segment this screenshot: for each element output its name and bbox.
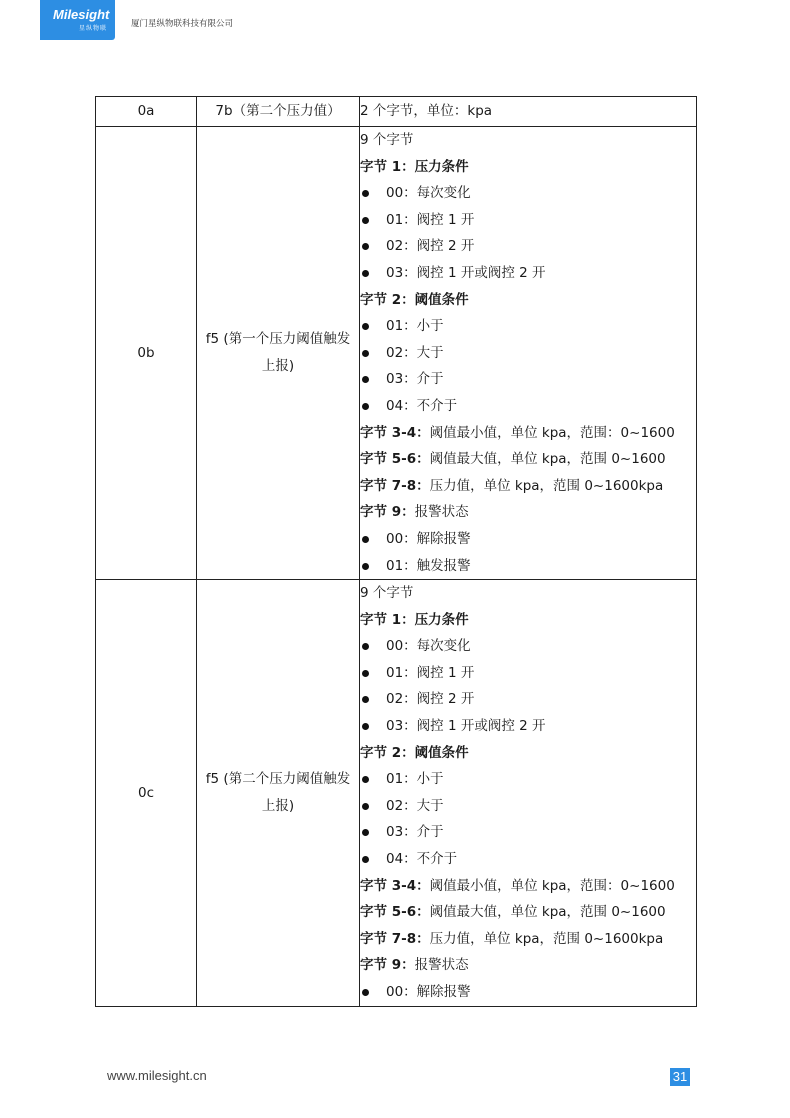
- bullet-icon: [362, 217, 369, 224]
- field-text: 阈值最大值，单位 kpa，范围 0~1600: [429, 451, 666, 468]
- list-item: [360, 366, 696, 393]
- type-cell: 7b（第二个压力值）: [197, 97, 360, 127]
- list-item-text: 03：阀控 1 开或阀控 2 开: [386, 264, 546, 281]
- bullet-icon: [362, 643, 369, 650]
- list-item-text: 02：大于: [386, 344, 444, 361]
- field-line: [360, 926, 696, 953]
- table-row: [96, 97, 697, 127]
- list-item-text: 00：解除报警: [386, 984, 471, 1000]
- list-item: [360, 393, 696, 420]
- list-item: [360, 180, 696, 207]
- description-cell: [360, 580, 697, 1007]
- list-item-text: 03：阀控 1 开或阀控 2 开: [386, 718, 546, 735]
- list-item-text: 04：不介于: [386, 851, 458, 868]
- section-heading: 字节 2：阈值条件: [360, 291, 469, 308]
- list-item-text: 00：解除报警: [386, 530, 471, 547]
- bullet-icon: [362, 323, 369, 330]
- footer-website: www.milesight.cn: [107, 1068, 207, 1083]
- bullet-icon: [362, 723, 369, 730]
- bullet-icon: [362, 270, 369, 277]
- type-cell: [197, 580, 360, 1007]
- section-heading: 字节 1：压力条件: [360, 158, 469, 175]
- field-label: 字节 5-6：: [360, 904, 430, 921]
- page-number: 31: [670, 1068, 690, 1086]
- section-heading: 字节 2：阈值条件: [360, 744, 469, 761]
- list-item: [360, 207, 696, 234]
- channel-cell: 0c: [96, 580, 197, 1007]
- field-label: 字节 7-8：: [360, 930, 430, 947]
- type-line: f5 (第一个压力阈值触发: [205, 331, 351, 348]
- field-text: 报警状态: [414, 957, 469, 974]
- bullet-icon: [362, 376, 369, 383]
- type-line: 上报): [261, 797, 295, 814]
- text-line: 9 个字节: [360, 132, 414, 148]
- list-item: [360, 553, 696, 580]
- list-item-text: 02：大于: [386, 797, 444, 814]
- list-item: [360, 340, 696, 367]
- type-line: 上报): [261, 358, 295, 375]
- milesight-logo: [40, 0, 115, 40]
- list-item-text: 01：小于: [386, 318, 444, 335]
- list-item: [360, 766, 696, 793]
- field-line: [360, 952, 696, 979]
- bullet-icon: [362, 856, 369, 863]
- bullet-icon: [362, 829, 369, 836]
- field-label: 字节 7-8：: [360, 477, 430, 494]
- company-name: 厦门星纵物联科技有限公司: [131, 19, 234, 29]
- list-item-text: 03：介于: [386, 371, 444, 388]
- field-label: 字节 9：: [360, 504, 415, 521]
- field-line: [360, 446, 696, 473]
- list-item: [360, 846, 696, 873]
- field-text: 压力值，单位 kpa，范围 0~1600kpa: [429, 930, 664, 947]
- table-row: [96, 127, 697, 580]
- bullet-icon: [362, 670, 369, 677]
- field-text: 报警状态: [414, 504, 469, 521]
- list-item-text: 01：小于: [386, 771, 444, 788]
- field-text: 阈值最大值，单位 kpa，范围 0~1600: [429, 904, 666, 921]
- logo-text: Milesight: [53, 7, 110, 22]
- bullet-icon: [362, 803, 369, 810]
- field-label: 字节 9：: [360, 957, 415, 974]
- field-line: [360, 499, 696, 526]
- list-item: [360, 526, 696, 553]
- section-heading: 字节 1：压力条件: [360, 611, 469, 628]
- type-line: f5 (第二个压力阈值触发: [205, 771, 351, 788]
- bullet-icon: [362, 776, 369, 783]
- description-cell: [360, 127, 697, 580]
- field-line: [360, 420, 696, 447]
- type-cell: [197, 127, 360, 580]
- field-label: 字节 3-4：: [360, 424, 430, 441]
- list-item-text: 03：介于: [386, 824, 444, 841]
- list-item-text: 00：每次变化: [386, 638, 471, 655]
- channel-cell: 0b: [96, 127, 197, 580]
- bullet-icon: [362, 536, 369, 543]
- list-item: [360, 233, 696, 260]
- list-item-text: 02：阀控 2 开: [386, 691, 475, 708]
- list-item-text: 00：每次变化: [386, 185, 471, 202]
- list-item-text: 01：阀控 1 开: [386, 664, 475, 681]
- bullet-icon: [362, 563, 369, 570]
- bullet-icon: [362, 696, 369, 703]
- logo-subtext: 星纵物联: [78, 25, 107, 32]
- protocol-table: [95, 96, 697, 1007]
- list-item-text: 04：不介于: [386, 397, 458, 414]
- list-item: [360, 660, 696, 687]
- list-item: [360, 793, 696, 820]
- bullet-icon: [362, 190, 369, 197]
- bullet-icon: [362, 989, 369, 996]
- field-label: 字节 5-6：: [360, 451, 430, 468]
- list-item-text: 01：触发报警: [386, 557, 471, 574]
- bullet-icon: [362, 243, 369, 250]
- field-line: [360, 473, 696, 500]
- field-text: 阈值最小值，单位 kpa，范围：0~1600: [429, 424, 675, 441]
- list-item: [360, 819, 696, 846]
- list-item: [360, 633, 696, 660]
- field-line: [360, 873, 696, 900]
- table-row: [96, 580, 697, 1007]
- bullet-icon: [362, 350, 369, 357]
- text-line: 9 个字节: [360, 585, 414, 602]
- field-label: 字节 3-4：: [360, 877, 430, 894]
- channel-cell: 0a: [96, 97, 197, 127]
- list-item: [360, 979, 696, 1006]
- list-item-text: 01：阀控 1 开: [386, 211, 475, 228]
- list-item: [360, 686, 696, 713]
- field-line: [360, 899, 696, 926]
- field-text: 阈值最小值，单位 kpa，范围：0~1600: [429, 877, 675, 894]
- description-cell: 2 个字节，单位：kpa: [360, 97, 697, 127]
- list-item-text: 02：阀控 2 开: [386, 238, 475, 255]
- field-text: 压力值，单位 kpa，范围 0~1600kpa: [429, 477, 664, 494]
- bullet-icon: [362, 403, 369, 410]
- list-item: [360, 260, 696, 287]
- list-item: [360, 713, 696, 740]
- list-item: [360, 313, 696, 340]
